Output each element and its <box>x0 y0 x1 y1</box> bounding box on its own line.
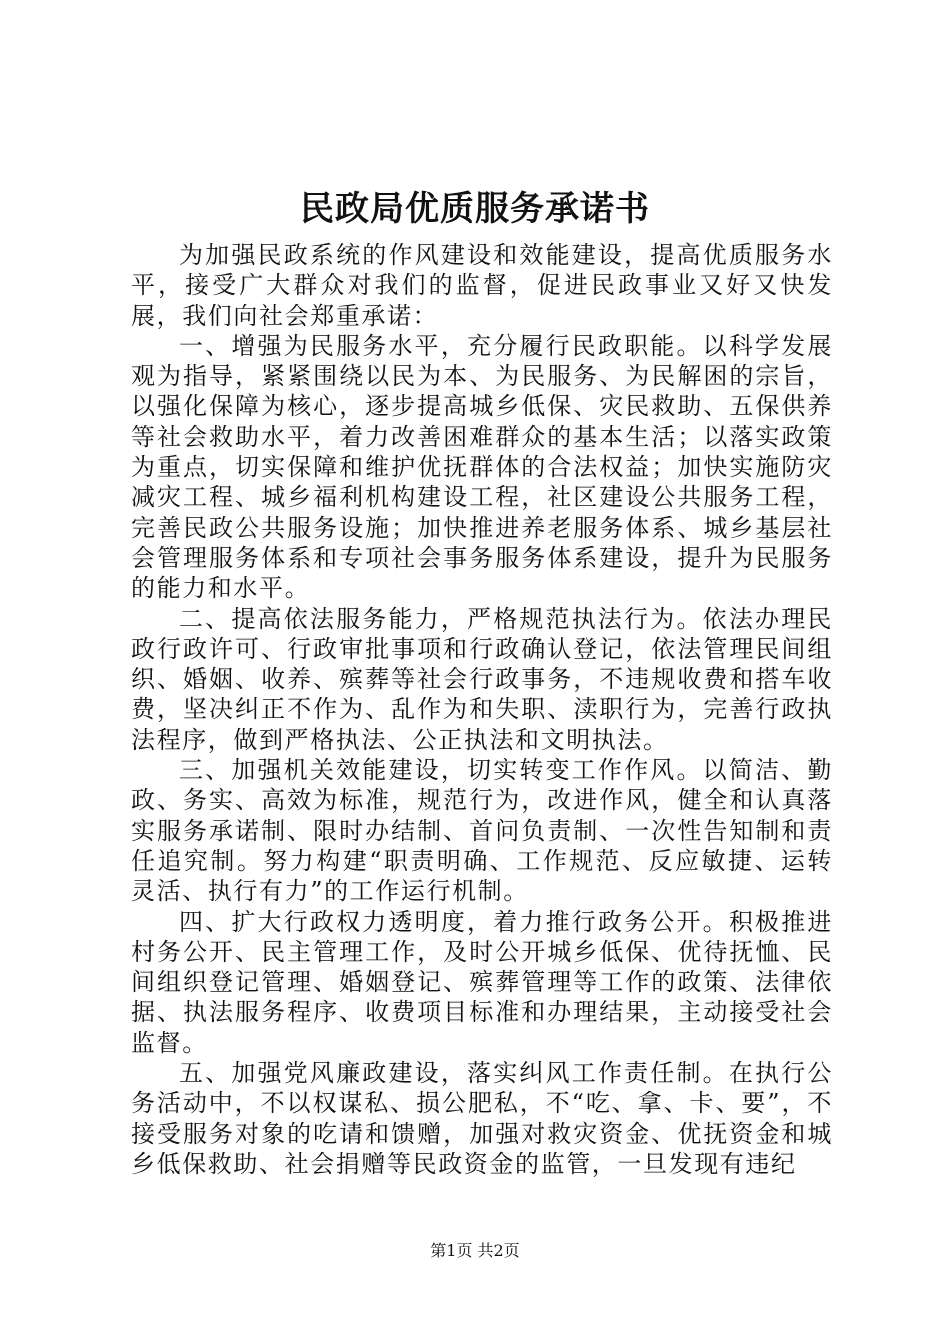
document-title: 民政局优质服务承诺书 <box>300 189 650 229</box>
paragraph-4: 四、扩大行政权力透明度，着力推行政务公开。积极推进村务公开、民主管理工作，及时公开城乡低保、优待抚恤、民间组织登记管理、婚姻登记、殡葬管理等工作的政策、法律依据、执法服务程序、收费项目标准和办理结果，主动接受社会监督。 <box>131 907 833 1057</box>
paragraph-intro: 为加强民政系统的作风建设和效能建设，提高优质服务水平，接受广大群众对我们的监督，促进民政事业又好又快发展，我们向社会郑重承诺： <box>131 241 833 330</box>
paragraph-1: 一、增强为民服务水平，充分履行民政职能。以科学发展观为指导，紧紧围绕以民为本、为民服务、为民解困的宗旨，以强化保障为核心，逐步提高城乡低保、灾民救助、五保供养等社会救助水平，着力改善困难群众的基本生活；以落实政策为重点，切实保障和维护优抚群体的合法权益；加快实施防灾减灾工程、城乡福利机构建设工程，社区建设公共服务工程，完善民政公共服务设施；加快推进养老服务体系、城乡基层社会管理服务体系和专项社会事务服务体系建设，提升为民服务的能力和水平。 <box>131 331 833 603</box>
document-body <box>131 240 833 1179</box>
paragraph-3: 三、加强机关效能建设，切实转变工作作风。以简洁、勤政、务实、高效为标准，规范行为，改进作风，健全和认真落实服务承诺制、限时办结制、首问负责制、一次性告知制和责任追究制。努力构建“职责明确、工作规范、反应敏捷、运转灵活、执行有力”的工作运行机制。 <box>131 756 833 906</box>
page-number-footer: 第1页 共2页 <box>430 1241 520 1260</box>
paragraph-5: 五、加强党风廉政建设，落实纠风工作责任制。在执行公务活动中，不以权谋私、损公肥私，不“吃、拿、卡、要”，不接受服务对象的吃请和馈赠，加强对救灾资金、优抚资金和城乡低保救助、社会捐赠等民政资金的监管，一旦发现有违纪 <box>131 1059 833 1178</box>
paragraph-2: 二、提高依法服务能力，严格规范执法行为。依法办理民政行政许可、行政审批事项和行政确认登记，依法管理民间组织、婚姻、收养、殡葬等社会行政事务，不违规收费和搭车收费，坚决纠正不作为、乱作为和失职、渎职行为，完善行政执法程序，做到严格执法、公正执法和文明执法。 <box>131 604 833 754</box>
